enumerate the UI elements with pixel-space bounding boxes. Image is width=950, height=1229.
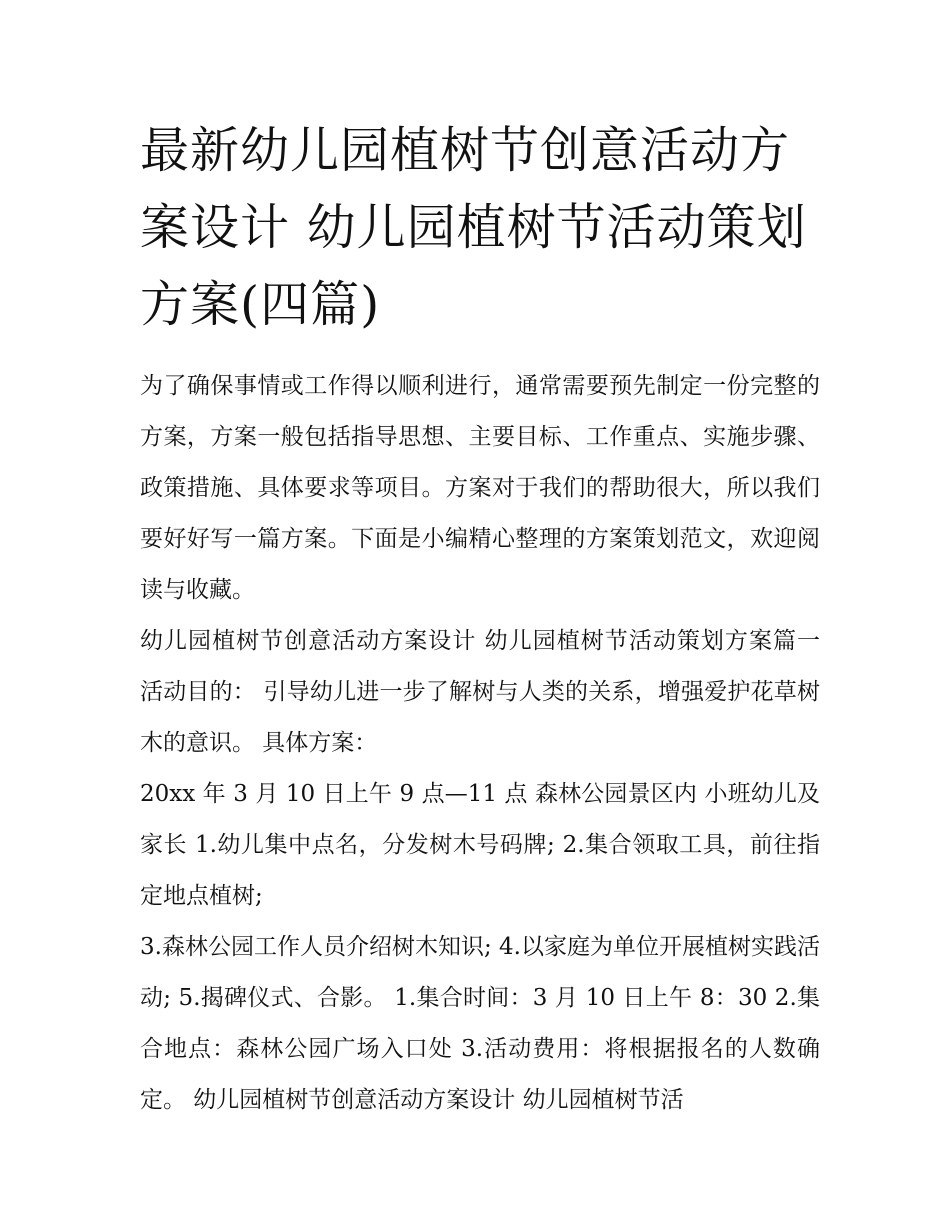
document-title: 最新幼儿园植树节创意活动方案设计 幼儿园植树节活动策划方案(四篇)	[140, 122, 807, 333]
document-page	[140, 112, 820, 1126]
intro-paragraph: 为了确保事情或工作得以顺利进行，通常需要预先制定一份完整的方案，方案一般包括指导思想、主要目标、工作重点、实施步骤、政策措施、具体要求等项目。方案对于我们的帮助很大，所以我们要好好写一篇方案。下面是小编精心整理的方案策划范文，欢迎阅读与收藏。	[140, 373, 820, 603]
activity-details-paragraph: 3.森林公园工作人员介绍树木知识; 4.以家庭为单位开展植树实践活动; 5.揭碑仪式、合影。 1.集合时间：3 月 10 日上午 8：30 2.集合地点：森林公园广场入口处 3.活动费用：将根据报名的人数确定。 幼儿园植树节创意活动方案设计 幼儿园植树节活	[140, 934, 820, 1113]
schedule-paragraph: 20xx 年 3 月 10 日上午 9 点—11 点 森林公园景区内 小班幼儿及家长 1.幼儿集中点名，分发树木号码牌; 2.集合领取工具，前往指定地点植树;	[140, 781, 820, 909]
section-one-paragraph: 幼儿园植树节创意活动方案设计 幼儿园植树节活动策划方案篇一 活动目的： 引导幼儿进一步了解树与人类的关系，增强爱护花草树木的意识。 具体方案：	[140, 628, 820, 756]
